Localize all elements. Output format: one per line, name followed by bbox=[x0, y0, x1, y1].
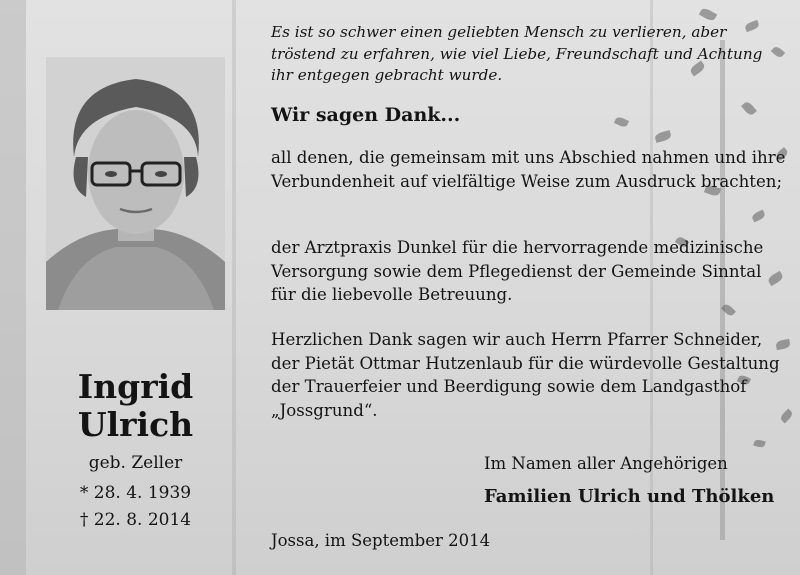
death-date: † 22. 8. 2014 bbox=[79, 510, 192, 530]
first-name: Ingrid bbox=[77, 367, 194, 406]
thanks-paragraph-2: der Arztpraxis Dunkel für die hervorragende medizinische Versorgung sowie dem Pflegedienst der Gemeinde Sinntal für die liebevolle Betreuung. bbox=[271, 238, 764, 304]
portrait-photo bbox=[46, 57, 225, 310]
signature-line: Im Namen aller Angehörigen bbox=[484, 454, 728, 473]
last-name: Ulrich bbox=[77, 405, 194, 444]
birth-name: geb. Zeller bbox=[88, 453, 183, 473]
place-date: Jossa, im September 2014 bbox=[271, 531, 491, 550]
thanks-paragraph-3: Herzlichen Dank sagen wir auch Herrn Pfarrer Schneider, der Pietät Ottmar Hutzenlaub für die würdevolle Gestaltung der Trauerfeier und Beerdigung sowie dem Landgasthof „Jossgrund“. bbox=[271, 330, 780, 420]
thanks-heading: Wir sagen Dank... bbox=[271, 104, 461, 126]
signature-families: Familien Ulrich und Thölken bbox=[484, 486, 775, 507]
birth-date: * 28. 4. 1939 bbox=[79, 483, 192, 503]
thanks-paragraph-1: all denen, die gemeinsam mit uns Abschied nahmen und ihre Verbundenheit auf vielfältige Weise zum Ausdruck brachten; bbox=[271, 148, 786, 191]
intro-quote: Es ist so schwer einen geliebten Mensch zu verlieren, aber tröstend zu erfahren, wie viel Liebe, Freundschaft und Achtung ihr entgegen gebracht wurde. bbox=[271, 23, 763, 84]
